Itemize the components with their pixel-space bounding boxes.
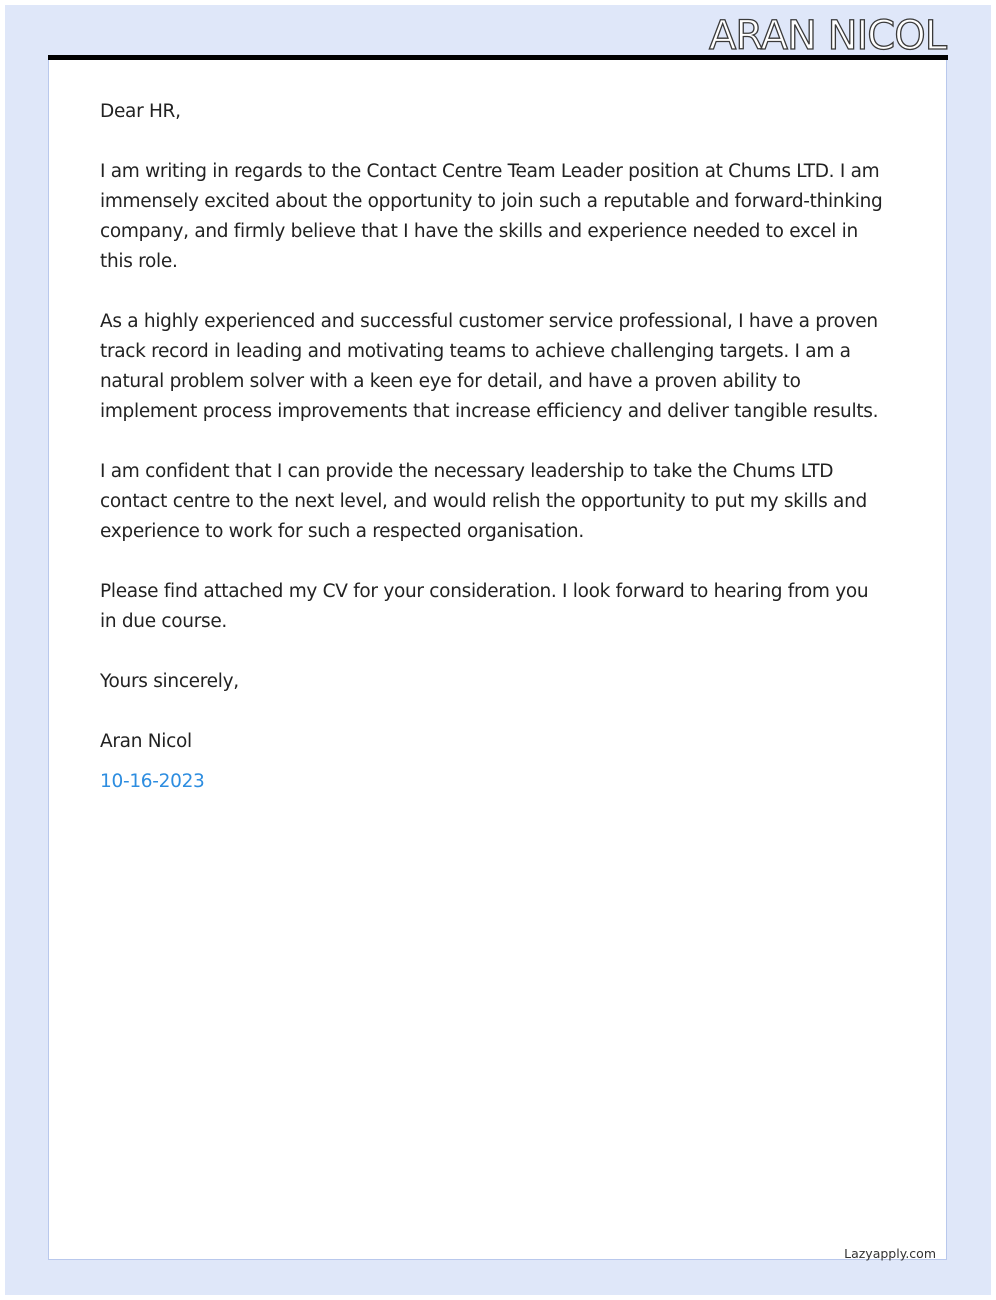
signature-name: Aran Nicol: [100, 731, 192, 752]
paragraph-3: I am confident that I can provide the necessary leadership to take the Chums LTD contact centre to the next level, and would relish the opportunity to put my skills and experience to work for such a respected organisation.: [100, 461, 867, 542]
letter-date: 10-16-2023: [100, 771, 205, 792]
paragraph-2: As a highly experienced and successful customer service professional, I have a proven track record in leading and motivating teams to achieve challenging targets. I am a natural problem solver with a keen eye for detail, and have a proven ability to implement process improvements that increase efficiency and deliver tangible results.: [100, 311, 879, 422]
salutation: Dear HR,: [100, 101, 181, 122]
footer-credit: Lazyapply.com: [844, 1246, 936, 1261]
name-heading: ARAN NICOL: [709, 13, 946, 59]
paragraph-1: I am writing in regards to the Contact Centre Team Leader position at Chums LTD. I am immensely excited about the opportunity to join such a reputable and forward-thinking company, and firmly believe that I have the skills and experience needed to excel in this role.: [100, 161, 883, 272]
closing: Yours sincerely,: [100, 671, 239, 692]
paragraph-4: Please find attached my CV for your consideration. I look forward to hearing from you in due course.: [100, 581, 869, 632]
letter-body: [100, 97, 890, 797]
